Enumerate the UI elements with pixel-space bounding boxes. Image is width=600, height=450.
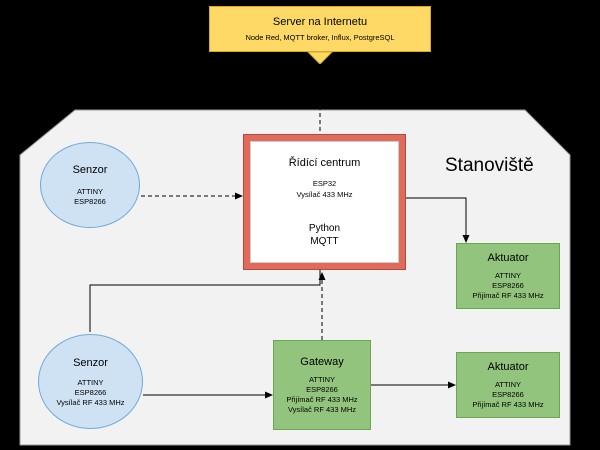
node-gateway-line-0: ATTINY <box>308 375 336 384</box>
node-sensor-1-title: Senzor <box>72 164 108 176</box>
node-server-line-0: Node Red, MQTT broker, Influx, PostgreSQL <box>245 33 395 42</box>
stanoviste-label: Stanoviště <box>445 155 534 176</box>
node-gateway-line-2: Přijímač RF 433 MHz <box>286 395 358 404</box>
node-actuator-1-title: Aktuator <box>487 252 529 264</box>
node-control-center-extra-1: MQTT <box>310 236 339 247</box>
node-sensor-2-title: Senzor <box>73 356 108 369</box>
node-sensor-1 <box>40 142 140 228</box>
node-sensor-2-line-1: ESP8266 <box>74 387 107 397</box>
node-control-center-inner <box>250 141 399 263</box>
node-gateway-title: Gateway <box>300 356 344 368</box>
node-actuator-2-line-1: ESP8266 <box>492 390 524 399</box>
node-sensor-2 <box>38 334 143 429</box>
node-server-title: Server na Internetu <box>272 16 368 28</box>
node-actuator-2-title: Aktuator <box>487 361 529 373</box>
node-sensor-1-line-1: ESP8266 <box>74 197 106 206</box>
node-control-center-line-1: Vysílač 433 MHz <box>296 190 353 199</box>
node-sensor-2-line-0: ATTINY <box>77 377 104 387</box>
node-control-center-extra-0: Python <box>308 223 341 234</box>
node-actuator-1-line-0: ATTINY <box>494 271 522 280</box>
node-gateway <box>273 340 371 430</box>
node-actuator-1 <box>456 243 560 309</box>
node-gateway-line-1: ESP8266 <box>306 385 338 394</box>
node-actuator-2-line-2: Přijímač RF 433 MHz <box>472 400 544 409</box>
node-control-center-title: Řídící centrum <box>288 157 361 169</box>
server-arrow <box>308 52 332 64</box>
node-actuator-1-line-2: Přijímač RF 433 MHz <box>472 291 544 300</box>
node-actuator-2 <box>456 352 560 418</box>
node-actuator-2-line-0: ATTINY <box>494 380 522 389</box>
node-control-center-line-0: ESP32 <box>312 179 337 188</box>
node-gateway-line-3: Vysílač RF 433 MHz <box>287 405 357 414</box>
node-sensor-2-line-2: Vysílač RF 433 MHz <box>56 397 125 407</box>
node-control-center <box>243 134 406 270</box>
node-server <box>209 6 431 52</box>
node-actuator-1-line-1: ESP8266 <box>492 281 524 290</box>
node-sensor-1-line-0: ATTINY <box>76 187 104 196</box>
